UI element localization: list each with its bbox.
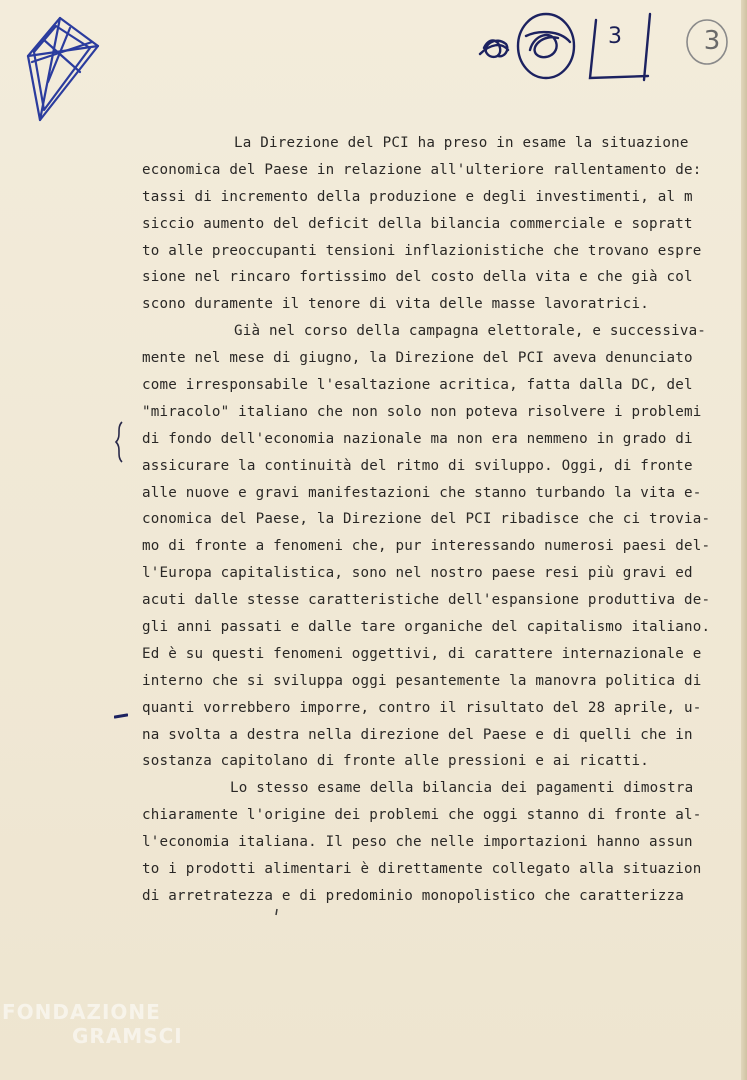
margin-brace-mark [112,420,126,464]
text-line: scono duramente il tenore di vita delle masse lavoratrici. [142,296,650,313]
typewritten-body [142,130,722,910]
text-line: interno che si sviluppa oggi pesantemente la manovra politica di [142,672,702,689]
text-line: na svolta a destra nella direzione del Paese e di quelli che in [142,726,693,743]
text-line: mente nel mese di giugno, la Direzione del PCI aveva denunciato [142,350,693,367]
text-line: economica del Paese in relazione all'ulteriore rallentamento de: [142,161,702,178]
watermark-line2: GRAMSCI [72,1024,183,1048]
watermark-logo [2,1000,202,1070]
page-number: 3 [703,26,721,56]
text-line: chiaramente l'origine dei problemi che oggi stanno di fronte al- [142,807,702,824]
text-line: sostanza capitolano di fronte alle pressioni e ai ricatti. [142,753,650,770]
diamond-doodle-icon [20,12,102,124]
text-line: di fondo dell'economia nazionale ma non era nemmeno in grado di [142,430,693,447]
text-line: alle nuove e gravi manifestazioni che stanno turbando la vita e- [142,484,702,501]
text-line: gli anni passati e dalle tare organiche del capitalismo italiano. [142,619,711,636]
text-line: l'Europa capitalistica, sono nel nostro paese resi più gravi ed [142,565,693,582]
text-line: Lo stesso esame della bilancia dei pagamenti dimostra [230,780,694,797]
text-line: conomica del Paese, la Direzione del PCI ribadisce che ci trovia- [142,511,711,528]
text-line: acuti dalle stesse caratteristiche dell'espansione produttiva de- [142,592,711,609]
text-line: tassi di incremento della produzione e degli investimenti, al m [142,188,693,205]
text-line: di arretratezza e di predominio monopolistico che caratterizza [142,887,684,904]
text-line: Già nel corso della campagna elettorale, e successiva- [234,323,707,340]
margin-dash-mark [114,713,128,719]
text-line: l'economia italiana. Il peso che nelle importazioni hanno assun [142,834,693,851]
text-line: "miracolo" italiano che non solo non poteva risolvere i problemi [142,403,702,420]
text-line: to i prodotti alimentari è direttamente collegato alla situazion [142,861,702,878]
text-line: assicurare la continuità del ritmo di sviluppo. Oggi, di fronte [142,457,693,474]
stamp-number: 3 [608,24,622,49]
text-line: siccio aumento del deficit della bilancia commerciale e sopratt [142,215,693,232]
text-line: La Direzione del PCI ha preso in esame la situazione [234,135,689,151]
text-line: come irresponsabile l'esaltazione acritica, fatta dalla DC, del [142,377,693,394]
ink-speck [274,908,280,916]
text-line: mo di fronte a fenomeni che, pur interessando numerosi paesi del- [142,538,711,555]
text-line: to alle preoccupanti tensioni inflazionistiche che trovano espre [142,242,702,259]
watermark-line1: FONDAZIONE [2,1000,161,1024]
page-edge [741,0,747,1080]
text-line: quanti vorrebbero imporre, contro il risultato del 28 aprile, u- [142,699,702,716]
text-line: Ed è su questi fenomeni oggettivi, di carattere internazionale e [142,645,702,662]
text-line: sione nel rincaro fortissimo del costo della vita e che già col [142,269,693,286]
